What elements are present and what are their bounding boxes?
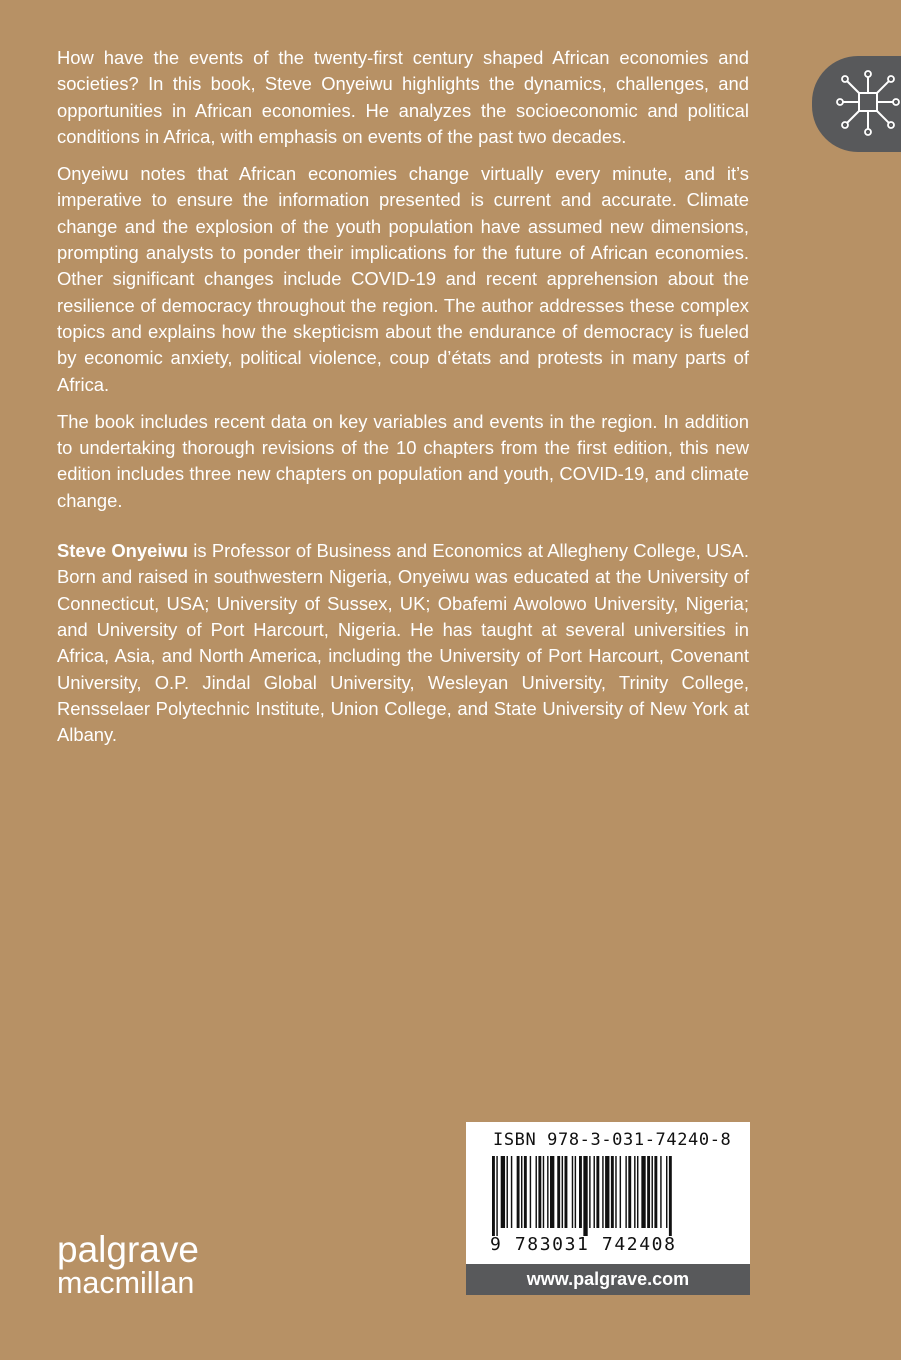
publisher-line-2: macmillan — [57, 1266, 195, 1300]
barcode-bar — [521, 1156, 522, 1228]
barcode-bar — [583, 1156, 587, 1236]
barcode-bar — [547, 1156, 548, 1228]
barcode-bar — [654, 1156, 657, 1228]
blurb-paragraph-1: How have the events of the twenty-first century shaped African economies and societies? In this book, Steve Onyeiwu highlights the dynamics, challenges, and opportunities in African economies. He analyzes the socioeconomic and political conditions in Africa, with emphasis on events of the past two decades. — [57, 47, 749, 147]
barcode-bar — [596, 1156, 599, 1228]
barcode-bar — [538, 1156, 541, 1228]
palgrave-logo-tab — [812, 56, 901, 152]
barcode-bar — [557, 1156, 560, 1228]
author-bio — [57, 538, 749, 748]
barcode-bar — [496, 1156, 497, 1236]
barcode-bar — [501, 1156, 505, 1228]
barcode-bar — [517, 1156, 520, 1228]
barcode-bar — [605, 1156, 609, 1228]
barcode-bar — [602, 1156, 603, 1228]
barcode-bar — [615, 1156, 616, 1228]
publisher-website[interactable]: www.palgrave.com — [466, 1264, 750, 1295]
barcode-bar — [611, 1156, 614, 1228]
author-name: Steve Onyeiwu — [57, 540, 189, 562]
barcode-bar — [572, 1156, 573, 1228]
barcode-bar — [669, 1156, 672, 1236]
barcode-bar — [536, 1156, 537, 1228]
barcode-bar — [562, 1156, 563, 1228]
barcode-bar — [507, 1156, 508, 1228]
barcode-bar — [660, 1156, 661, 1228]
barcode-bar — [511, 1156, 512, 1228]
barcode-box — [466, 1122, 750, 1264]
barcode-icon — [492, 1156, 724, 1236]
isbn-number: ISBN 978-3-031-74240-8 — [493, 1130, 732, 1150]
barcode-bar — [652, 1156, 653, 1228]
barcode-bar — [550, 1156, 554, 1228]
barcode-bar — [647, 1156, 650, 1228]
barcode-bar — [530, 1156, 531, 1228]
publisher-line-1: palgrave — [57, 1229, 199, 1270]
barcode-bar — [641, 1156, 645, 1228]
barcode-bar — [634, 1156, 635, 1228]
barcode-bar — [625, 1156, 626, 1228]
barcode-bar — [666, 1156, 667, 1228]
palgrave-star-icon — [830, 66, 901, 142]
ean-digits: 9 783031 742408 — [490, 1234, 677, 1255]
barcode-bar — [589, 1156, 590, 1228]
barcode-bar — [594, 1156, 595, 1228]
barcode-bar — [565, 1156, 568, 1228]
blurb-paragraph-3: The book includes recent data on key variables and events in the region. In addition to undertaking thorough revisions of the 10 chapters from the first edition, this new edition includes three new chapters on population and youth, COVID-19, and climate change. — [57, 410, 749, 511]
barcode-bar — [637, 1156, 638, 1228]
author-bio-text: is Professor of Business and Economics at Allegheny College, USA. Born and raised in southwestern Nigeria, Onyeiwu was educated at the University of Connecticut, USA; University of Sussex, UK; Obafemi Awolowo University, Nigeria; and University of Port Harcourt, Nigeria. He has taught at several universities in Africa, Asia, and North America, including the University of Port Harcourt, Covenant University, O.P. Jindal Global University, Wesleyan University, Trinity College, Rensselaer Polytechnic Institute, Union College, and State University of New York at Albany. — [57, 540, 750, 746]
back-cover-text — [57, 45, 749, 759]
publisher-logo — [57, 1229, 199, 1300]
barcode-bar — [543, 1156, 544, 1228]
barcode-bar — [628, 1156, 631, 1228]
blurb-paragraph-2: Onyeiwu notes that African economies change virtually every minute, and it’s imperative to ensure the information presented is current and accurate. Climate change and the explosion of the youth population have assumed new dimensions, prompting analysts to ponder their implications for the future of African economies. Other significant changes include COVID-19 and recent apprehension about the resilience of democracy throughout the region. The author addresses these complex topics and explains how the skepticism about the endurance of democracy is fueled by economic anxiety, political violence, coup d’états and protests in many parts of Africa. — [57, 163, 749, 395]
barcode-bar — [492, 1156, 495, 1236]
barcode-bar — [575, 1156, 576, 1228]
barcode-bar — [524, 1156, 527, 1228]
barcode-bar — [620, 1156, 621, 1228]
barcode-bar — [579, 1156, 582, 1228]
